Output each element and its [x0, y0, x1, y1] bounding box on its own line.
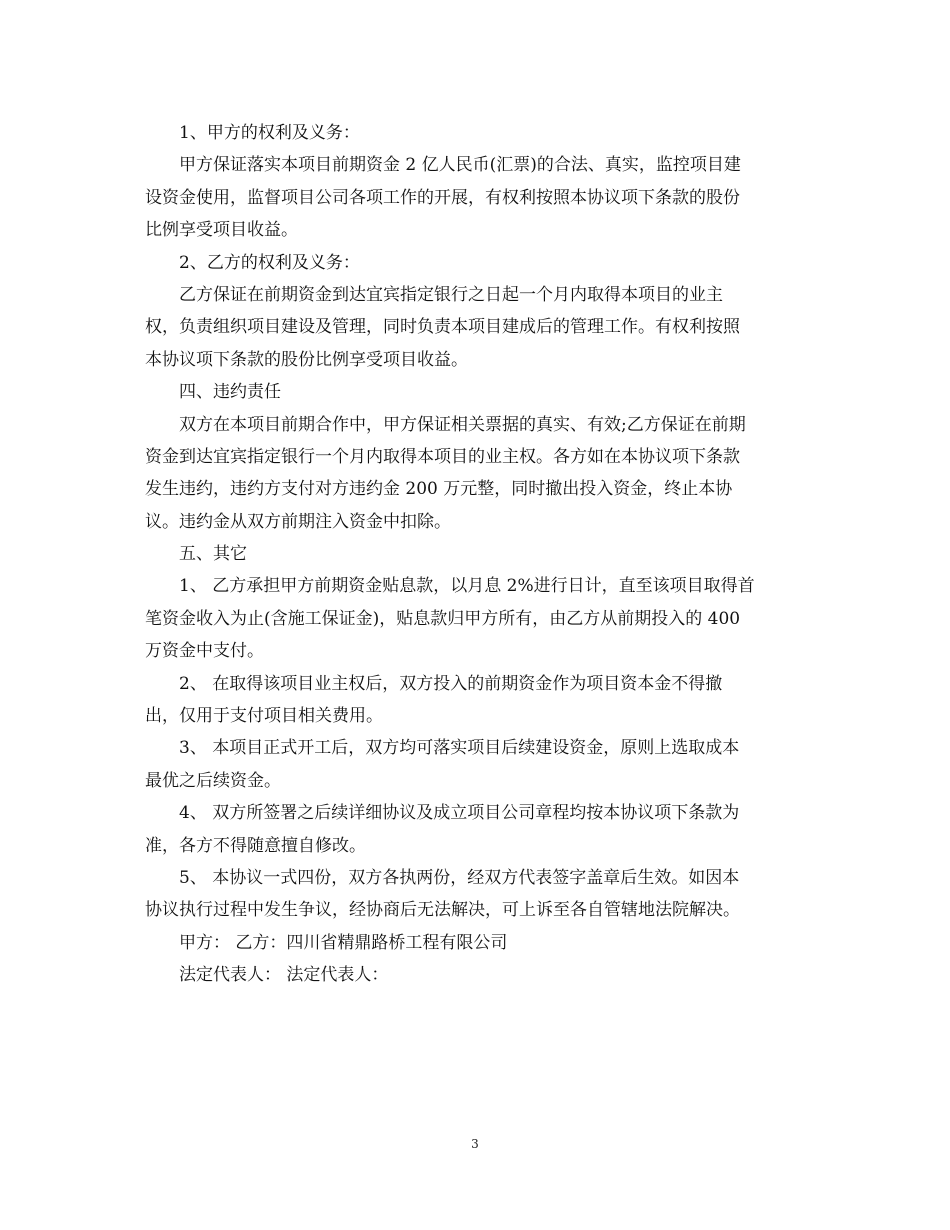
text-line: 法定代表人： 法定代表人： [179, 965, 389, 986]
text-line: 议。违约金从双方前期注入资金中扣除。 [145, 511, 451, 532]
text-line: 甲方保证落实本项目前期资金 2 亿人民币(汇票)的合法、真实，监控项目建 [179, 155, 741, 176]
text-line: 本协议项下条款的股份比例享受项目收益。 [145, 349, 468, 370]
text-line: 乙方保证在前期资金到达宜宾指定银行之日起一个月内取得本项目的业主 [179, 284, 723, 305]
text-line: 权，负责组织项目建设及管理，同时负责本项目建成后的管理工作。有权利按照 [145, 317, 740, 338]
text-line: 五、其它 [179, 544, 247, 565]
text-line: 4、 双方所签署之后续详细协议及成立项目公司章程均按本协议项下条款为 [179, 803, 740, 824]
text-line: 发生违约，违约方支付对方违约金 200 万元整，同时撤出投入资金，终止本协 [145, 479, 733, 500]
text-line: 资金到达宜宾指定银行一个月内取得本项目的业主权。各方如在本协议项下条款 [145, 446, 740, 467]
text-line: 2、乙方的权利及义务： [179, 252, 360, 273]
text-line: 设资金使用，监督项目公司各项工作的开展，有权利按照本协议项下条款的股份 [145, 187, 740, 208]
text-line: 协议执行过程中发生争议，经协商后无法解决，可上诉至各自管辖地法院解决。 [145, 900, 740, 921]
page-number: 3 [471, 1137, 479, 1151]
text-line: 1、甲方的权利及义务： [179, 123, 360, 143]
document-body [145, 117, 810, 992]
text-line: 出，仅用于支付项目相关费用。 [145, 706, 383, 727]
text-line: 万资金中支付。 [145, 641, 264, 662]
text-line: 5、 本协议一式四份，双方各执两份，经双方代表签字盖章后生效。如因本 [179, 867, 740, 888]
text-line: 双方在本项目前期合作中，甲方保证相关票据的真实、有效;乙方保证在前期 [179, 414, 746, 435]
text-line: 甲方： 乙方：四川省精鼎路桥工程有限公司 [179, 932, 508, 953]
text-line: 1、 乙方承担甲方前期资金贴息款，以月息 2%进行日计，直至该项目取得首 [179, 576, 755, 597]
text-line: 比例享受项目收益。 [145, 220, 298, 241]
text-line: 四、违约责任 [179, 382, 281, 403]
text-line: 2、 在取得该项目业主权后，双方投入的前期资金作为项目资本金不得撤 [179, 673, 723, 694]
text-line: 笔资金收入为止(含施工保证金)，贴息款归甲方所有，由乙方从前期投入的 400 [145, 608, 741, 629]
text-line: 准，各方不得随意擅自修改。 [145, 835, 366, 856]
text-line: 最优之后续资金。 [145, 770, 281, 791]
text-line: 3、 本项目正式开工后，双方均可落实项目后续建设资金，原则上选取成本 [179, 738, 740, 759]
